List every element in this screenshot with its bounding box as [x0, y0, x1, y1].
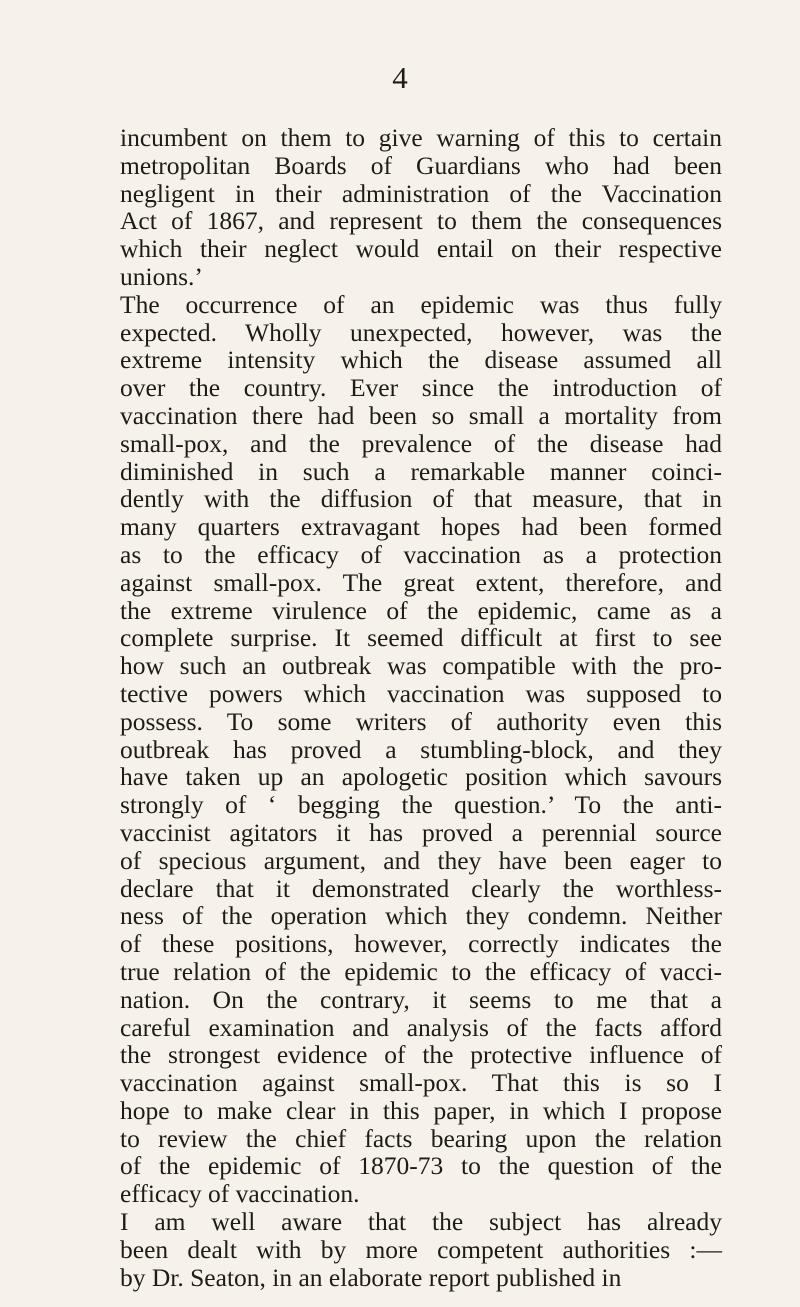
text-line: of the epidemic of 1870-73 to the question of the — [120, 1151, 722, 1181]
text-line: incumbent on them to give warning of this to certain — [120, 123, 722, 152]
text-line: expected. Wholly unexpected, however, was the — [120, 317, 722, 347]
text-line: vaccinist agitators it has proved a perennial source — [120, 817, 722, 847]
text-line: unions.’ — [120, 261, 203, 291]
text-line: metropolitan Boards of Guardians who had been — [120, 150, 722, 180]
text-line: outbreak has proved a stumbling-block, and they — [120, 734, 722, 764]
text-line: efficacy of vaccination. — [120, 1179, 360, 1209]
text-line: possess. To some writers of authority even this — [120, 706, 722, 736]
text-line: vaccination there had been so small a mortality from — [120, 400, 722, 430]
text-line: nation. On the contrary, it seems to me that a — [120, 984, 722, 1014]
text-line: diminished in such a remarkable manner coinci- — [120, 456, 722, 486]
page-number: 4 — [392, 60, 408, 95]
text-line: strongly of ‘ begging the question.’ To the anti- — [120, 790, 722, 820]
text-line: against small-pox. The great extent, therefore, and — [120, 567, 722, 597]
text-line: dently with the diffusion of that measure, that in — [120, 484, 722, 514]
text-line: extreme intensity which the disease assumed all — [120, 345, 722, 375]
text-line: The occurrence of an epidemic was thus fully — [120, 289, 722, 319]
text-line: by Dr. Seaton, in an elaborate report published in — [120, 1262, 622, 1292]
text-line: I am well aware that the subject has already — [120, 1207, 722, 1237]
text-line: ness of the operation which they condemn. Neither — [120, 901, 722, 931]
text-line: hope to make clear in this paper, in which I propose — [120, 1095, 722, 1125]
text-line: the strongest evidence of the protective influence of — [120, 1040, 722, 1070]
text-line: to review the chief facts bearing upon the relation — [120, 1123, 722, 1153]
text-line: as to the efficacy of vaccination as a protection — [120, 539, 722, 569]
text-line: careful examination and analysis of the facts afford — [120, 1012, 722, 1042]
body-text — [120, 124, 722, 1291]
text-line: small-pox, and the prevalence of the disease had — [120, 428, 722, 458]
text-line: many quarters extravagant hopes had been formed — [120, 512, 722, 542]
text-line: of these positions, however, correctly indicates the — [120, 929, 722, 959]
text-line: which their neglect would entail on their respective — [120, 234, 722, 264]
text-line: have taken up an apologetic position which savours — [120, 762, 722, 792]
text-line: been dealt with by more competent authorities :— — [120, 1234, 722, 1264]
text-line: tective powers which vaccination was supposed to — [120, 678, 722, 708]
text-line: over the country. Ever since the introduction of — [120, 373, 722, 403]
text-line: Act of 1867, and represent to them the consequences — [120, 206, 722, 236]
text-line: true relation of the epidemic to the efficacy of vacci- — [120, 956, 722, 986]
text-line: declare that it demonstrated clearly the worthless- — [120, 873, 722, 903]
text-line: complete surprise. It seemed difficult at first to see — [120, 623, 722, 653]
text-line: negligent in their administration of the Vaccination — [120, 178, 722, 208]
text-line: of specious argument, and they have been eager to — [120, 845, 722, 875]
text-line: how such an outbreak was compatible with the pro- — [120, 651, 722, 681]
text-line: the extreme virulence of the epidemic, came as a — [120, 595, 722, 625]
text-line: vaccination against small-pox. That this is so I — [120, 1068, 722, 1098]
